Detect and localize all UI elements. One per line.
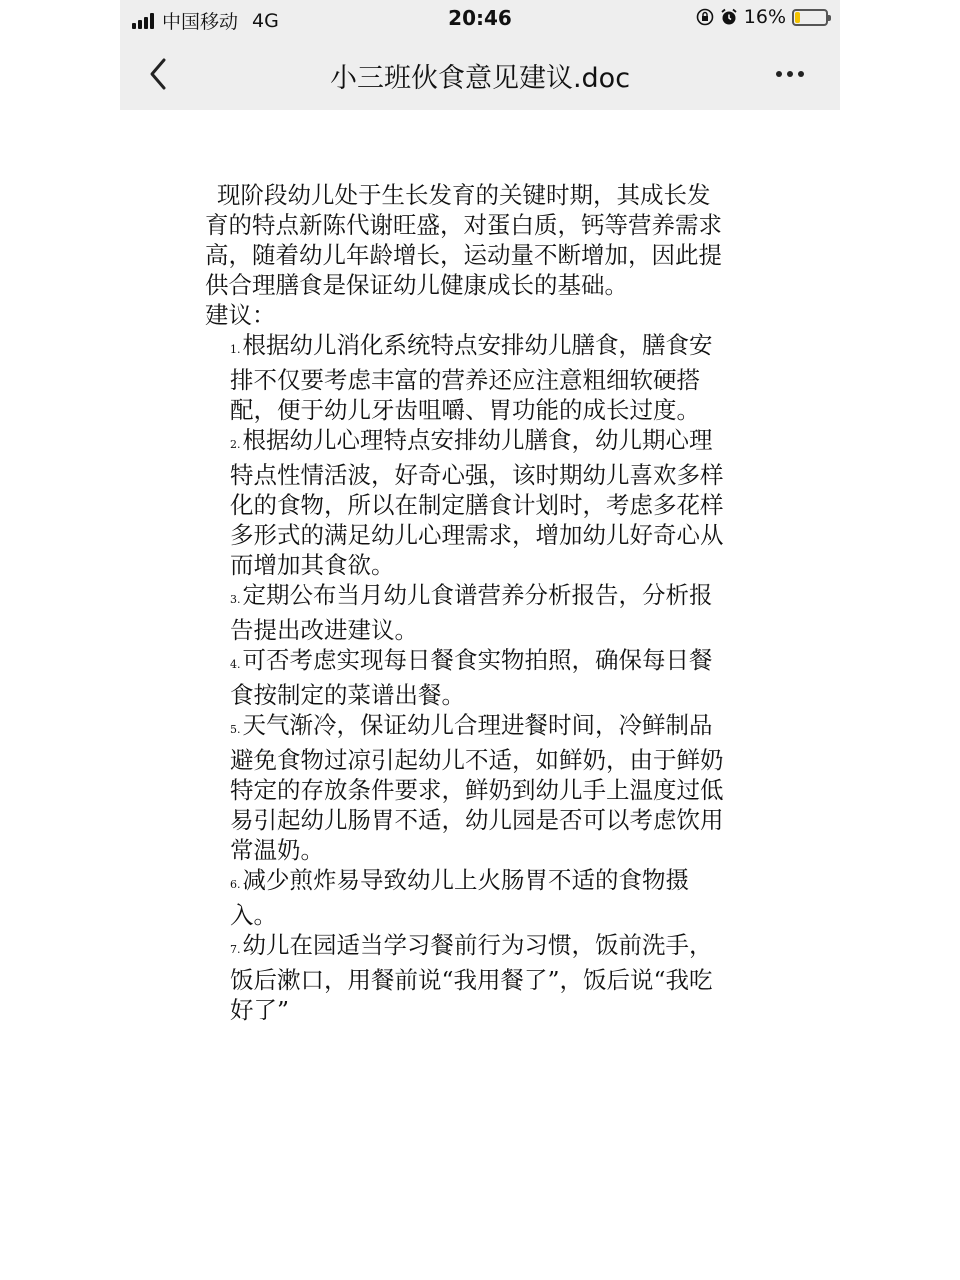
suggestion-item <box>230 425 730 580</box>
battery-percent: 16% <box>743 6 786 28</box>
more-button[interactable] <box>768 60 812 88</box>
suggestion-text: 幼儿在园适当学习餐前行为习惯，饭前洗手，饭后漱口，用餐前说“我用餐了”，饭后说“我吃好了” <box>230 931 713 1024</box>
suggestion-item <box>230 645 730 710</box>
intro-paragraph: 现阶段幼儿处于生长发育的关键时期，其成长发育的特点新陈代谢旺盛，对蛋白质，钙等营养需求高，随着幼儿年龄增长，运动量不断增加，因此提供合理膳食是保证幼儿健康成长的基础。 <box>205 181 722 299</box>
nav-bar <box>120 38 840 110</box>
document-title: 小三班伙食意见建议.doc <box>329 63 631 94</box>
document-body <box>205 180 730 1025</box>
suggestion-item <box>230 710 730 865</box>
suggestion-number: 6. <box>230 878 241 891</box>
alarm-icon <box>720 8 738 26</box>
suggestion-list <box>230 330 730 1025</box>
suggestion-number: 4. <box>230 658 241 671</box>
suggestion-number: 7. <box>230 943 241 956</box>
status-right <box>696 6 828 28</box>
suggestion-number: 5. <box>230 723 241 736</box>
suggestion-item <box>230 865 730 930</box>
suggestion-text: 根据幼儿心理特点安排幼儿膳食，幼儿期心理特点性情活波，好奇心强，该时期幼儿喜欢多样化的食物，所以在制定膳食计划时，考虑多花样多形式的满足幼儿心理需求，增加幼儿好奇心从而增加其食欲。 <box>230 426 724 579</box>
status-bar <box>120 0 840 38</box>
more-dots-icon <box>776 71 782 77</box>
suggestion-text: 天气渐冷，保证幼儿合理进餐时间，冷鲜制品避免食物过凉引起幼儿不适，如鲜奶，由于鲜奶特定的存放条件要求，鲜奶到幼儿手上温度过低易引起幼儿肠胃不适，幼儿园是否可以考虑饮用常温奶。 <box>230 711 724 864</box>
suggestion-text: 减少煎炸易导致幼儿上火肠胃不适的食物摄入。 <box>230 866 689 929</box>
status-time: 20:46 <box>448 6 512 30</box>
suggestion-item <box>230 580 730 645</box>
suggestion-item <box>230 330 730 425</box>
suggestion-number: 1. <box>230 343 241 356</box>
phone-screen <box>120 0 840 1280</box>
suggestion-text: 可否考虑实现每日餐食实物拍照，确保每日餐食按制定的菜谱出餐。 <box>230 646 713 709</box>
suggestion-number: 2. <box>230 438 241 451</box>
back-button[interactable] <box>140 52 180 96</box>
suggestion-text: 根据幼儿消化系统特点安排幼儿膳食，膳食安排不仅要考虑丰富的营养还应注意粗细软硬搭配，便于幼儿牙齿咀嚼、胃功能的成长过度。 <box>230 331 713 424</box>
battery-icon <box>792 9 828 26</box>
suggestion-number: 3. <box>230 593 241 606</box>
battery-level <box>795 12 800 23</box>
suggestions-heading: 建议： <box>205 301 276 329</box>
suggestion-item <box>230 930 730 1025</box>
chevron-left-icon <box>140 52 180 96</box>
orientation-lock-icon <box>696 8 714 26</box>
network-label: 4G <box>252 9 279 32</box>
carrier-label: 中国移动 <box>162 11 239 33</box>
suggestion-text: 定期公布当月幼儿食谱营养分析报告，分析报告提出改进建议。 <box>230 581 713 644</box>
